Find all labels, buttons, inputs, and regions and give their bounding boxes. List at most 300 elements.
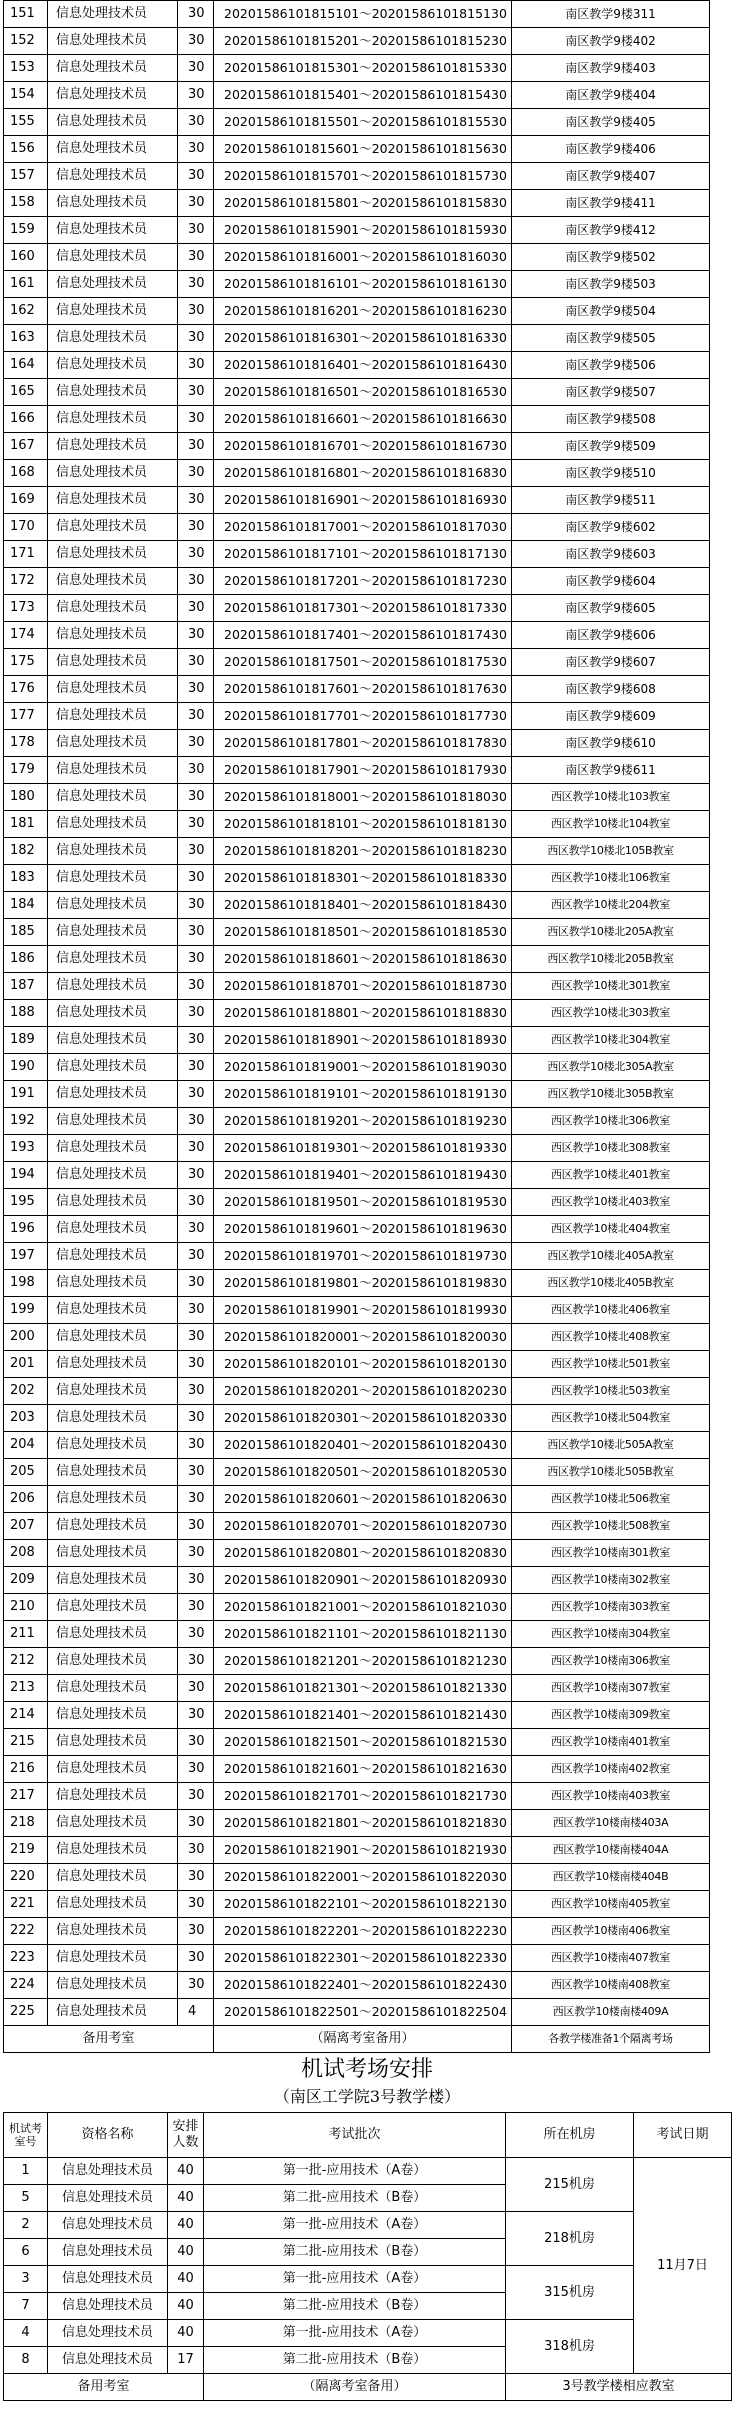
machine-exam-header-row (4, 2113, 732, 2158)
header-count: 安排人数 (168, 2113, 204, 2158)
count-cell: 30 (178, 892, 214, 919)
location-cell: 西区教学10楼北405B教室 (512, 1270, 710, 1297)
room-number-cell: 151 (4, 1, 48, 28)
ticket-range-cell: 20201586101815601～20201586101815630 (214, 136, 512, 163)
header-qualification: 资格名称 (48, 2113, 168, 2158)
ticket-range-cell: 20201586101819601～20201586101819630 (214, 1216, 512, 1243)
ticket-range-cell: 20201586101815801～20201586101815830 (214, 190, 512, 217)
location-cell: 南区教学9楼510 (512, 460, 710, 487)
table-row (4, 1108, 710, 1135)
room-number-cell: 210 (4, 1594, 48, 1621)
count-cell: 30 (178, 1621, 214, 1648)
machine-exam-table-body (4, 2113, 732, 2401)
count-cell: 30 (178, 1972, 214, 1999)
qualification-cell: 信息处理技术员 (48, 1756, 178, 1783)
count-cell: 30 (178, 379, 214, 406)
room-number-cell: 197 (4, 1243, 48, 1270)
count-cell: 30 (178, 1918, 214, 1945)
lab-cell: 218机房 (506, 2212, 634, 2266)
ticket-range-cell: 20201586101820501～20201586101820530 (214, 1459, 512, 1486)
room-number-cell: 164 (4, 352, 48, 379)
qualification-cell: 信息处理技术员 (48, 1324, 178, 1351)
count-cell: 30 (178, 1864, 214, 1891)
ticket-range-cell: 20201586101821301～20201586101821330 (214, 1675, 512, 1702)
location-cell: 南区教学9楼403 (512, 55, 710, 82)
ticket-range-cell: 20201586101819501～20201586101819530 (214, 1189, 512, 1216)
location-cell: 西区教学10楼南304教室 (512, 1621, 710, 1648)
room-number-cell: 206 (4, 1486, 48, 1513)
table-row (4, 1081, 710, 1108)
count-cell: 30 (178, 838, 214, 865)
count-cell: 30 (178, 1432, 214, 1459)
room-number-cell: 153 (4, 55, 48, 82)
qualification-cell: 信息处理技术员 (48, 2293, 168, 2320)
ticket-range-cell: 20201586101816501～20201586101816530 (214, 379, 512, 406)
batch-cell: 第一批-应用技术（A卷） (204, 2158, 506, 2185)
location-cell: 西区教学10楼北301教室 (512, 973, 710, 1000)
room-number-cell: 182 (4, 838, 48, 865)
qualification-cell: 信息处理技术员 (48, 1459, 178, 1486)
count-cell: 4 (178, 1999, 214, 2026)
room-number-cell: 192 (4, 1108, 48, 1135)
ticket-range-cell: 20201586101820601～20201586101820630 (214, 1486, 512, 1513)
batch-cell: 第二批-应用技术（B卷） (204, 2293, 506, 2320)
room-number-cell: 168 (4, 460, 48, 487)
ticket-range-cell: 20201586101818601～20201586101818630 (214, 946, 512, 973)
qualification-cell: 信息处理技术员 (48, 514, 178, 541)
qualification-cell: 信息处理技术员 (48, 811, 178, 838)
room-number-cell: 167 (4, 433, 48, 460)
table-row (4, 2212, 732, 2239)
location-cell: 南区教学9楼508 (512, 406, 710, 433)
count-cell: 30 (178, 676, 214, 703)
count-cell: 40 (168, 2185, 204, 2212)
count-cell: 30 (178, 649, 214, 676)
count-cell: 40 (168, 2266, 204, 2293)
room-number-cell: 169 (4, 487, 48, 514)
table-row (4, 109, 710, 136)
qualification-cell: 信息处理技术员 (48, 838, 178, 865)
ticket-range-cell: 20201586101816201～20201586101816230 (214, 298, 512, 325)
table-row (4, 1297, 710, 1324)
table-row (4, 298, 710, 325)
count-cell: 30 (178, 1567, 214, 1594)
count-cell: 30 (178, 1783, 214, 1810)
room-number-cell: 160 (4, 244, 48, 271)
ticket-range-cell: 20201586101820901～20201586101820930 (214, 1567, 512, 1594)
location-cell: 南区教学9楼609 (512, 703, 710, 730)
qualification-cell: 信息处理技术员 (48, 1378, 178, 1405)
location-cell: 西区教学10楼北305A教室 (512, 1054, 710, 1081)
location-cell: 南区教学9楼411 (512, 190, 710, 217)
table-row (4, 595, 710, 622)
location-cell: 南区教学9楼406 (512, 136, 710, 163)
count-cell: 30 (178, 433, 214, 460)
count-cell: 30 (178, 136, 214, 163)
room-number-cell: 183 (4, 865, 48, 892)
ticket-range-cell: 20201586101821801～20201586101821830 (214, 1810, 512, 1837)
ticket-range-cell: 20201586101818401～20201586101818430 (214, 892, 512, 919)
room-number-cell: 201 (4, 1351, 48, 1378)
room-number-cell: 184 (4, 892, 48, 919)
machine-exam-table (3, 2112, 732, 2401)
ticket-range-cell: 20201586101816801～20201586101816830 (214, 460, 512, 487)
qualification-cell: 信息处理技术员 (48, 1432, 178, 1459)
location-cell: 南区教学9楼604 (512, 568, 710, 595)
qualification-cell: 信息处理技术员 (48, 1567, 178, 1594)
table-row (4, 1459, 710, 1486)
ticket-range-cell: 20201586101821101～20201586101821130 (214, 1621, 512, 1648)
location-cell: 西区教学10楼北105B教室 (512, 838, 710, 865)
table-row (4, 1999, 710, 2026)
count-cell: 30 (178, 514, 214, 541)
batch-cell: 第一批-应用技术（A卷） (204, 2320, 506, 2347)
qualification-cell: 信息处理技术员 (48, 1081, 178, 1108)
table-row (4, 55, 710, 82)
room-number-cell: 214 (4, 1702, 48, 1729)
location-cell: 西区教学10楼南401教室 (512, 1729, 710, 1756)
location-cell: 西区教学10楼北204教室 (512, 892, 710, 919)
room-number-cell: 208 (4, 1540, 48, 1567)
count-cell: 30 (178, 1891, 214, 1918)
location-cell: 南区教学9楼412 (512, 217, 710, 244)
count-cell: 30 (178, 1, 214, 28)
qualification-cell: 信息处理技术员 (48, 1783, 178, 1810)
location-cell: 南区教学9楼404 (512, 82, 710, 109)
location-cell: 南区教学9楼506 (512, 352, 710, 379)
qualification-cell: 信息处理技术员 (48, 379, 178, 406)
table-row (4, 1891, 710, 1918)
count-cell: 30 (178, 1189, 214, 1216)
table-row (4, 1513, 710, 1540)
qualification-cell: 信息处理技术员 (48, 352, 178, 379)
qualification-cell: 信息处理技术员 (48, 1945, 178, 1972)
qualification-cell: 信息处理技术员 (48, 1027, 178, 1054)
table-row (4, 1, 710, 28)
ticket-range-cell: 20201586101817401～20201586101817430 (214, 622, 512, 649)
ticket-range-cell: 20201586101820001～20201586101820030 (214, 1324, 512, 1351)
qualification-cell: 信息处理技术员 (48, 730, 178, 757)
qualification-cell: 信息处理技术员 (48, 1621, 178, 1648)
exam-date-cell: 11月7日 (634, 2158, 732, 2374)
table-row (4, 2266, 732, 2293)
qualification-cell: 信息处理技术员 (48, 2185, 168, 2212)
qualification-cell: 信息处理技术员 (48, 919, 178, 946)
qualification-cell: 信息处理技术员 (48, 1054, 178, 1081)
room-number-cell: 209 (4, 1567, 48, 1594)
location-cell: 南区教学9楼311 (512, 1, 710, 28)
room-number-cell: 202 (4, 1378, 48, 1405)
table-row (4, 1648, 710, 1675)
machine-room-number-cell: 4 (4, 2320, 48, 2347)
count-cell: 30 (178, 541, 214, 568)
count-cell: 30 (178, 568, 214, 595)
location-cell: 西区教学10楼北506教室 (512, 1486, 710, 1513)
qualification-cell: 信息处理技术员 (48, 325, 178, 352)
table-row (4, 838, 710, 865)
room-number-cell: 198 (4, 1270, 48, 1297)
location-cell: 西区教学10楼南楼409A (512, 1999, 710, 2026)
table-row (4, 379, 710, 406)
ticket-range-cell: 20201586101816001～20201586101816030 (214, 244, 512, 271)
count-cell: 30 (178, 730, 214, 757)
table-row (4, 1324, 710, 1351)
location-cell: 西区教学10楼南楼403A (512, 1810, 710, 1837)
qualification-cell: 信息处理技术员 (48, 2320, 168, 2347)
count-cell: 17 (168, 2347, 204, 2374)
count-cell: 30 (178, 1108, 214, 1135)
count-cell: 30 (178, 298, 214, 325)
count-cell: 30 (178, 190, 214, 217)
ticket-range-cell: 20201586101817001～20201586101817030 (214, 514, 512, 541)
count-cell: 30 (178, 1216, 214, 1243)
machine-room-number-cell: 6 (4, 2239, 48, 2266)
table-row (4, 1567, 710, 1594)
count-cell: 30 (178, 1351, 214, 1378)
location-cell: 西区教学10楼北304教室 (512, 1027, 710, 1054)
ticket-range-cell: 20201586101815401～20201586101815430 (214, 82, 512, 109)
location-cell: 西区教学10楼南303教室 (512, 1594, 710, 1621)
ticket-range-cell: 20201586101815701～20201586101815730 (214, 163, 512, 190)
count-cell: 30 (178, 811, 214, 838)
count-cell: 30 (178, 244, 214, 271)
qualification-cell: 信息处理技术员 (48, 406, 178, 433)
table-row (4, 541, 710, 568)
location-cell: 南区教学9楼504 (512, 298, 710, 325)
qualification-cell: 信息处理技术员 (48, 55, 178, 82)
room-number-cell: 203 (4, 1405, 48, 1432)
ticket-range-cell: 20201586101818701～20201586101818730 (214, 973, 512, 1000)
qualification-cell: 信息处理技术员 (48, 487, 178, 514)
ticket-range-cell: 20201586101815901～20201586101815930 (214, 217, 512, 244)
room-number-cell: 219 (4, 1837, 48, 1864)
room-number-cell: 194 (4, 1162, 48, 1189)
ticket-range-cell: 20201586101817901～20201586101817930 (214, 757, 512, 784)
count-cell: 30 (178, 1405, 214, 1432)
qualification-cell: 信息处理技术员 (48, 244, 178, 271)
qualification-cell: 信息处理技术员 (48, 271, 178, 298)
reserve-row (4, 2026, 710, 2053)
table-row (4, 1837, 710, 1864)
room-number-cell: 199 (4, 1297, 48, 1324)
qualification-cell: 信息处理技术员 (48, 1108, 178, 1135)
ticket-range-cell: 20201586101822101～20201586101822130 (214, 1891, 512, 1918)
table-row (4, 1783, 710, 1810)
qualification-cell: 信息处理技术员 (48, 1135, 178, 1162)
room-number-cell: 163 (4, 325, 48, 352)
count-cell: 30 (178, 1054, 214, 1081)
reserve-room: 3号教学楼相应教室 (506, 2374, 732, 2401)
location-cell: 西区教学10楼南307教室 (512, 1675, 710, 1702)
count-cell: 30 (178, 1486, 214, 1513)
machine-room-number-cell: 7 (4, 2293, 48, 2320)
ticket-range-cell: 20201586101818101～20201586101818130 (214, 811, 512, 838)
qualification-cell: 信息处理技术员 (48, 1648, 178, 1675)
reserve-row (4, 2374, 732, 2401)
table-row (4, 1405, 710, 1432)
ticket-range-cell: 20201586101820801～20201586101820830 (214, 1540, 512, 1567)
location-cell: 西区教学10楼北406教室 (512, 1297, 710, 1324)
table-row (4, 1675, 710, 1702)
count-cell: 30 (178, 1810, 214, 1837)
ticket-range-cell: 20201586101818801～20201586101818830 (214, 1000, 512, 1027)
count-cell: 30 (178, 919, 214, 946)
qualification-cell: 信息处理技术员 (48, 541, 178, 568)
table-row (4, 892, 710, 919)
table-row (4, 1054, 710, 1081)
count-cell: 30 (178, 1378, 214, 1405)
room-number-cell: 193 (4, 1135, 48, 1162)
location-cell: 西区教学10楼北205B教室 (512, 946, 710, 973)
qualification-cell: 信息处理技术员 (48, 784, 178, 811)
qualification-cell: 信息处理技术员 (48, 757, 178, 784)
table-row (4, 1216, 710, 1243)
ticket-range-cell: 20201586101816401～20201586101816430 (214, 352, 512, 379)
qualification-cell: 信息处理技术员 (48, 946, 178, 973)
location-cell: 西区教学10楼北508教室 (512, 1513, 710, 1540)
table-row (4, 1351, 710, 1378)
qualification-cell: 信息处理技术员 (48, 1162, 178, 1189)
qualification-cell: 信息处理技术员 (48, 1513, 178, 1540)
room-number-cell: 152 (4, 28, 48, 55)
ticket-range-cell: 20201586101817501～20201586101817530 (214, 649, 512, 676)
table-row (4, 1540, 710, 1567)
ticket-range-cell: 20201586101819401～20201586101819430 (214, 1162, 512, 1189)
qualification-cell: 信息处理技术员 (48, 1486, 178, 1513)
qualification-cell: 信息处理技术员 (48, 595, 178, 622)
count-cell: 30 (178, 1297, 214, 1324)
qualification-cell: 信息处理技术员 (48, 460, 178, 487)
qualification-cell: 信息处理技术员 (48, 82, 178, 109)
location-cell: 西区教学10楼北401教室 (512, 1162, 710, 1189)
room-number-cell: 174 (4, 622, 48, 649)
count-cell: 30 (178, 1729, 214, 1756)
location-cell: 西区教学10楼南402教室 (512, 1756, 710, 1783)
qualification-cell: 信息处理技术员 (48, 109, 178, 136)
location-cell: 西区教学10楼南405教室 (512, 1891, 710, 1918)
location-cell: 南区教学9楼611 (512, 757, 710, 784)
qualification-cell: 信息处理技术员 (48, 1594, 178, 1621)
location-cell: 南区教学9楼602 (512, 514, 710, 541)
location-cell: 南区教学9楼606 (512, 622, 710, 649)
location-cell: 西区教学10楼北308教室 (512, 1135, 710, 1162)
ticket-range-cell: 20201586101820301～20201586101820330 (214, 1405, 512, 1432)
table-row (4, 865, 710, 892)
location-cell: 南区教学9楼402 (512, 28, 710, 55)
room-number-cell: 173 (4, 595, 48, 622)
table-row (4, 136, 710, 163)
table-row (4, 1162, 710, 1189)
count-cell: 30 (178, 55, 214, 82)
qualification-cell: 信息处理技术员 (48, 1297, 178, 1324)
count-cell: 30 (178, 1675, 214, 1702)
room-number-cell: 221 (4, 1891, 48, 1918)
room-number-cell: 158 (4, 190, 48, 217)
count-cell: 30 (178, 1837, 214, 1864)
location-cell: 西区教学10楼北408教室 (512, 1324, 710, 1351)
batch-cell: 第二批-应用技术（B卷） (204, 2185, 506, 2212)
table-row (4, 946, 710, 973)
location-cell: 西区教学10楼南309教室 (512, 1702, 710, 1729)
qualification-cell: 信息处理技术员 (48, 676, 178, 703)
room-number-cell: 189 (4, 1027, 48, 1054)
ticket-range-cell: 20201586101817301～20201586101817330 (214, 595, 512, 622)
machine-room-number-cell: 5 (4, 2185, 48, 2212)
table-row (4, 460, 710, 487)
ticket-range-cell: 20201586101817201～20201586101817230 (214, 568, 512, 595)
room-number-cell: 220 (4, 1864, 48, 1891)
ticket-range-cell: 20201586101822001～20201586101822030 (214, 1864, 512, 1891)
room-number-cell: 156 (4, 136, 48, 163)
ticket-range-cell: 20201586101817701～20201586101817730 (214, 703, 512, 730)
table-row (4, 82, 710, 109)
count-cell: 30 (178, 325, 214, 352)
count-cell: 30 (178, 28, 214, 55)
location-cell: 南区教学9楼507 (512, 379, 710, 406)
location-cell: 西区教学10楼北403教室 (512, 1189, 710, 1216)
table-row (4, 1972, 710, 1999)
location-cell: 西区教学10楼北505A教室 (512, 1432, 710, 1459)
ticket-range-cell: 20201586101815501～20201586101815530 (214, 109, 512, 136)
room-number-cell: 225 (4, 1999, 48, 2026)
count-cell: 30 (178, 1000, 214, 1027)
location-cell: 南区教学9楼505 (512, 325, 710, 352)
room-number-cell: 187 (4, 973, 48, 1000)
room-number-cell: 157 (4, 163, 48, 190)
room-number-cell: 161 (4, 271, 48, 298)
ticket-range-cell: 20201586101819201～20201586101819230 (214, 1108, 512, 1135)
ticket-range-cell: 20201586101817101～20201586101817130 (214, 541, 512, 568)
lab-cell: 215机房 (506, 2158, 634, 2212)
room-number-cell: 200 (4, 1324, 48, 1351)
table-row (4, 730, 710, 757)
location-cell: 南区教学9楼511 (512, 487, 710, 514)
table-row (4, 2158, 732, 2185)
qualification-cell: 信息处理技术员 (48, 1702, 178, 1729)
count-cell: 30 (178, 109, 214, 136)
room-number-cell: 223 (4, 1945, 48, 1972)
ticket-range-cell: 20201586101820101～20201586101820130 (214, 1351, 512, 1378)
location-cell: 西区教学10楼北103教室 (512, 784, 710, 811)
count-cell: 30 (178, 1243, 214, 1270)
qualification-cell: 信息处理技术员 (48, 1270, 178, 1297)
batch-cell: 第一批-应用技术（A卷） (204, 2212, 506, 2239)
table-row (4, 1027, 710, 1054)
qualification-cell: 信息处理技术员 (48, 1405, 178, 1432)
table-row (4, 1270, 710, 1297)
reserve-note: （隔离考室备用） (204, 2374, 506, 2401)
table-row (4, 1189, 710, 1216)
count-cell: 30 (178, 163, 214, 190)
table-row (4, 217, 710, 244)
ticket-range-cell: 20201586101819801～20201586101819830 (214, 1270, 512, 1297)
qualification-cell: 信息处理技术员 (48, 1243, 178, 1270)
room-number-cell: 205 (4, 1459, 48, 1486)
count-cell: 30 (178, 352, 214, 379)
location-cell: 西区教学10楼北306教室 (512, 1108, 710, 1135)
room-number-cell: 162 (4, 298, 48, 325)
table-row (4, 649, 710, 676)
exam-room-table (3, 0, 710, 2053)
ticket-range-cell: 20201586101816301～20201586101816330 (214, 325, 512, 352)
ticket-range-cell: 20201586101816101～20201586101816130 (214, 271, 512, 298)
ticket-range-cell: 20201586101821701～20201586101821730 (214, 1783, 512, 1810)
room-number-cell: 165 (4, 379, 48, 406)
ticket-range-cell: 20201586101819701～20201586101819730 (214, 1243, 512, 1270)
room-number-cell: 177 (4, 703, 48, 730)
qualification-cell: 信息处理技术员 (48, 865, 178, 892)
qualification-cell: 信息处理技术员 (48, 973, 178, 1000)
